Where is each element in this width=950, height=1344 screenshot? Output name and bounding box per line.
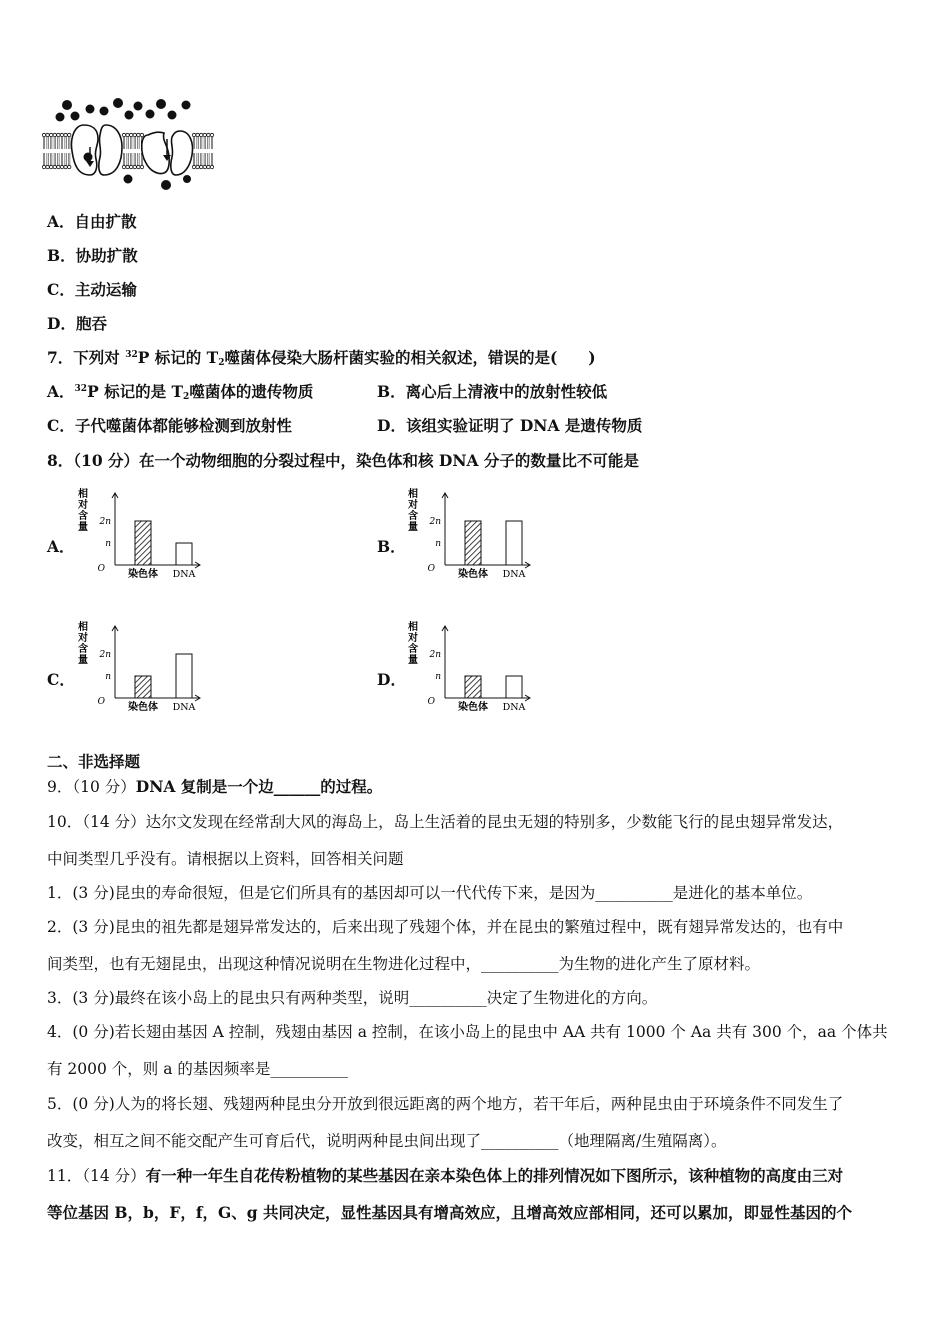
chart-option-c [75,618,225,718]
lipid-head [140,133,143,136]
lipid-tail [134,137,135,149]
bar-dna [506,676,522,698]
lipid-head [130,133,133,136]
lipid-tail [211,153,212,165]
q7-option-a: A．$^{32}$P 标记的是 $T_2$噬菌体的遗传物质 [47,382,314,402]
lipid-head [50,133,53,136]
y-tick-2n: 2n [429,650,441,660]
lipid-head [203,165,206,168]
lipid-head [140,165,143,168]
lipid-tail [47,137,48,149]
y-tick-n: n [435,539,441,549]
bar-chromosome [465,676,481,698]
origin-label: O [427,564,435,574]
lipid-head [207,133,210,136]
origin-label: O [427,697,435,707]
q6-option-b: B．协助扩散 [47,246,138,265]
lipid-tail [193,153,194,165]
q10-sub-5-line-2: 改变，相互之间不能交配产生可育后代，说明两种昆虫间出现了__________（地理隔离/生殖隔离）。 [47,1132,727,1150]
lipid-head [64,133,67,136]
lipid-tail [127,137,128,149]
x-tick-chromosome: 染色体 [128,702,158,713]
lipid-tail [123,153,124,165]
lipid-head [60,165,63,168]
lipid-head [137,133,140,136]
y-tick-2n: 2n [99,650,111,660]
lipid-head [57,165,60,168]
lipid-tail [197,153,198,165]
lipid-tail [201,137,202,149]
lipid-tail [204,153,205,165]
bar-dna [176,654,192,698]
q8-option-c-label: C． [47,670,75,689]
q8-option-a-label: A． [47,537,75,556]
bar-chromosome [465,521,481,565]
x-tick-dna: DNA [502,702,526,713]
q9: 9．（10 分）DNA 复制是一个边______的过程。 [47,777,383,796]
origin-label: O [97,564,105,574]
lipid-head [122,133,125,136]
section-heading: 二、非选择题 [47,752,141,771]
q8-option-d-label: D． [377,670,406,689]
bar-chromosome [135,521,151,565]
carrier-protein-right-b [171,131,193,175]
x-tick-dna: DNA [172,569,196,580]
q7-option-b: B．离心后上清液中的放射性较低 [377,382,608,401]
y-axis-label-char: 含 [78,511,88,522]
lipid-tail [127,153,128,165]
q6-option-c: C．主动运输 [47,280,137,299]
lipid-tail [138,137,139,149]
q8-stem: 8．（10 分）在一个动物细胞的分裂过程中，染色体和核 DNA 分子的数量比不可能是 [47,451,639,470]
lipid-head [192,165,195,168]
lipid-tail [123,137,124,149]
y-axis-label-char: 含 [408,644,418,655]
y-axis-label-char: 量 [78,522,88,533]
lipid-tail [69,137,70,149]
lipid-head [68,133,71,136]
y-axis-label-char: 相 [408,489,418,500]
x-tick-dna: DNA [502,569,526,580]
lipid-tail [65,153,66,165]
y-axis-label-char: 相 [408,622,418,633]
chart-option-a [75,485,225,585]
lipid-head [130,165,133,168]
q11-line-2: 等位基因 B，b，F，f，G、g 共同决定，显性基因具有增高效应，且增高效应部相同，还可以累加，即显性基因的个 [47,1203,852,1222]
lipid-head [60,133,63,136]
lipid-head [46,133,49,136]
q10-sub-3: 3．(3 分)最终在该小岛上的昆虫只有两种类型，说明__________决定了生物进化的方向。 [47,989,658,1007]
chart-option-b [405,485,555,585]
q10-sub-1: 1．(3 分)昆虫的寿命很短，但是它们所具有的基因却可以一代代传下来，是因为__________是进化的基本单位。 [47,884,813,902]
y-tick-n: n [105,539,111,549]
lipid-tail [131,137,132,149]
membrane-transport-diagram [40,95,215,200]
lipid-head [133,165,136,168]
y-tick-2n: 2n [99,517,111,527]
lipid-tail [54,153,55,165]
q7-option-d: D．该组实验证明了 DNA 是遗传物质 [377,416,643,435]
lipid-head [196,133,199,136]
y-axis-label-char: 相 [78,489,88,500]
lipid-tail [61,153,62,165]
lipid-head [192,133,195,136]
y-tick-n: n [105,672,111,682]
bar-chromosome [135,676,151,698]
lipid-tail [54,137,55,149]
lipid-tail [51,137,52,149]
q6-option-a: A．自由扩散 [47,212,137,231]
q7-option-c: C．子代噬菌体都能够检测到放射性 [47,416,292,435]
y-axis-label-char: 量 [408,522,418,533]
y-tick-2n: 2n [429,517,441,527]
q10-sub-4-line-1: 4．(0 分)若长翅由基因 A 控制，残翅由基因 a 控制，在该小岛上的昆虫中 AA 共有 1000 个 Aa 共有 300 个，aa 个体共 [47,1023,888,1041]
lipid-tail [134,153,135,165]
lipid-head [122,165,125,168]
lipid-head [50,165,53,168]
lipid-head [68,165,71,168]
lipid-tail [65,137,66,149]
lipid-head [207,165,210,168]
y-tick-n: n [435,672,441,682]
bar-dna [176,543,192,565]
x-tick-chromosome: 染色体 [458,569,488,580]
lipid-tail [131,153,132,165]
x-tick-dna: DNA [172,702,196,713]
lipid-head [133,133,136,136]
y-axis-label-char: 对 [78,633,88,644]
q11-line-1: 11．（14 分）有一种一年生自花传粉植物的某些基因在亲本染色体上的排列情况如下图所示，该种植物的高度由三对 [47,1166,844,1185]
lipid-tail [51,153,52,165]
lipid-head [46,165,49,168]
y-axis-label-char: 对 [408,633,418,644]
lipid-tail [211,137,212,149]
lipid-head [200,133,203,136]
chart-option-d [405,618,555,718]
x-tick-chromosome: 染色体 [128,569,158,580]
q10-line-2: 中间类型几乎没有。请根据以上资料，回答相关问题 [47,850,404,868]
q8-option-b-label: B． [377,537,406,556]
q7-stem: 7．下列对 $^{32}$P 标记的 $T_2$噬菌体侵染大肠杆菌实验的相关叙述，错误的是( ) [47,348,596,368]
y-axis-label-char: 量 [408,655,418,666]
lipid-head [203,133,206,136]
lipid-head [126,133,129,136]
origin-label: O [97,697,105,707]
lipid-head [42,133,45,136]
lipid-head [53,133,56,136]
lipid-head [196,165,199,168]
bar-dna [506,521,522,565]
lipid-tail [43,137,44,149]
carrier-protein-right [142,132,169,173]
lipid-tail [197,137,198,149]
lipid-tail [204,137,205,149]
q10-sub-2-line-1: 2．(3 分)昆虫的祖先都是翅异常发达的，后来出现了残翅个体，并在昆虫的繁殖过程中，既有翅异常发达的，也有中 [47,918,844,936]
lipid-tail [58,137,59,149]
lipid-head [42,165,45,168]
lipid-tail [58,153,59,165]
lipid-head [64,165,67,168]
lipid-tail [193,137,194,149]
y-axis-label-char: 量 [78,655,88,666]
y-axis-label-char: 含 [78,644,88,655]
lipid-head [210,133,213,136]
lipid-head [210,165,213,168]
y-axis-label-char: 相 [78,622,88,633]
lipid-head [57,133,60,136]
q10-sub-5-line-1: 5．(0 分)人为的将长翅、残翅两种昆虫分开放到很远距离的两个地方，若干年后，两种昆虫由于环境条件不同发生了 [47,1095,844,1113]
lipid-tail [43,153,44,165]
lipid-head [126,165,129,168]
lipid-tail [208,153,209,165]
lipid-tail [201,153,202,165]
channel-protein-left [72,125,99,175]
q10-sub-4-line-2: 有 2000 个，则 a 的基因频率是__________ [47,1060,348,1078]
x-tick-chromosome: 染色体 [458,702,488,713]
lipid-head [53,165,56,168]
lipid-tail [47,153,48,165]
channel-protein-left-b [99,125,122,175]
q10-sub-2-line-2: 间类型，也有无翅昆虫，出现这种情况说明在生物进化过程中，__________为生物的进化产生了原材料。 [47,955,761,973]
q10-line-1: 10．（14 分）达尔文发现在经常刮大风的海岛上，岛上生活着的昆虫无翅的特别多，少数能飞行的昆虫翅异常发达， [47,813,844,831]
y-axis-label-char: 含 [408,511,418,522]
lipid-tail [208,137,209,149]
q6-option-d: D．胞吞 [47,314,107,333]
lipid-tail [69,153,70,165]
y-axis-label-char: 对 [78,500,88,511]
y-axis-label-char: 对 [408,500,418,511]
lipid-tail [61,137,62,149]
lipid-head [200,165,203,168]
lipid-tail [138,153,139,165]
lipid-head [137,165,140,168]
